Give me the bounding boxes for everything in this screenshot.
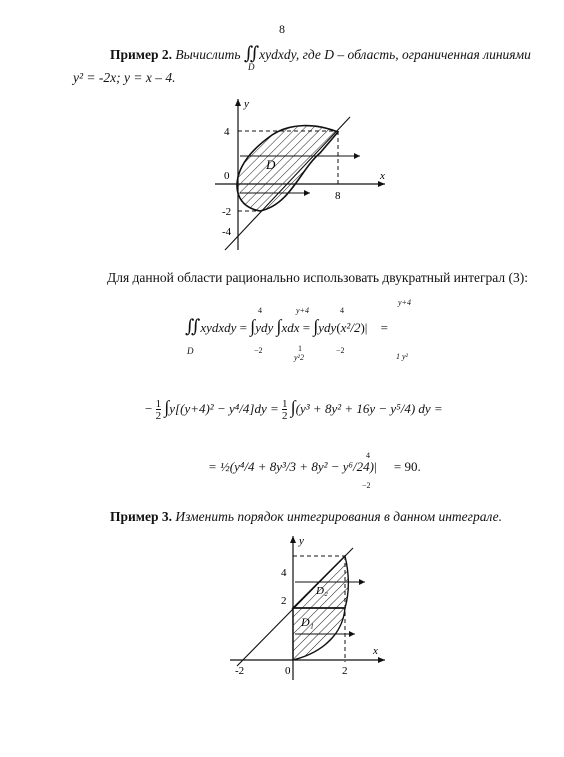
eq2-half2-den: 2 — [281, 410, 288, 423]
equation-2: − $\frac{1}{2} \int y[(y+4)^2 - y^4/4]dy = \frac{1}{2} \int(y^3 + 8y^2 + 16y - y^5/4)$ dy = — [145, 397, 443, 423]
example2-curves: y² = -2x; y = x – 4. — [73, 70, 176, 85]
eq1-part1: ydy — [255, 320, 274, 335]
eq1-lhs: xydxdy — [200, 320, 237, 335]
eq3-result: = 90. — [393, 459, 421, 474]
eq1-part1-lower: −2 — [254, 346, 263, 355]
equation-3: = ½(y⁴/4 + 8y³/3 + 8y² − y⁶/24)| = 90. — [208, 459, 421, 474]
figure2-region-D1: D₁ — [301, 615, 314, 629]
eq1-part1-upper: 4 — [258, 306, 262, 315]
page-number: 8 — [279, 22, 285, 36]
example3-statement — [110, 509, 502, 525]
eq2-half2-num: 1 — [281, 398, 288, 411]
eq2-body2: (y³ + 8y² + 16y − y⁵/4) dy = — [295, 401, 443, 416]
eq1-integral-1: ∫ — [250, 316, 256, 336]
eq1-part2-upper: 4 — [340, 306, 344, 315]
figure2-x-label: x — [373, 645, 378, 657]
eq1-inner-upper: y+4 — [296, 306, 309, 315]
eq1-part2: ydy — [318, 320, 337, 335]
eq1-equals: = — [239, 320, 248, 335]
eq1-integral-2: ∫ — [313, 316, 319, 336]
eq3-limit-upper: 4 — [366, 451, 370, 460]
figure2-tick-x2: 2 — [342, 665, 348, 677]
figure2-y-label: y — [299, 535, 304, 547]
example2-task: Вычислить — [175, 47, 241, 62]
eq1-inner: xdx — [281, 320, 300, 335]
eq2-body: y[(y+4)² − y⁴/4]dy = — [169, 401, 282, 416]
eq1-integral-inner: ∫ — [276, 316, 282, 336]
figure2-tick-neg2: -2 — [235, 665, 245, 677]
figure1-graph — [210, 95, 390, 255]
body-text: Для данной области рационально использовать двукратный интеграл (3): — [107, 270, 529, 285]
example2-heading: Пример 2. — [110, 47, 172, 62]
fig2-arrow-bottom-head — [349, 631, 355, 637]
arrow-top-head — [354, 153, 360, 159]
figure2-region-D2: D₂ — [316, 585, 328, 597]
fig2-y-axis-arrow — [290, 536, 296, 543]
eq1-sub-upper: y+4 — [398, 298, 411, 307]
figure1-x-label: x — [380, 170, 385, 182]
eq2-lead: − — [145, 401, 153, 416]
figure1-tick-0: 0 — [224, 170, 230, 182]
example2-domain-sub: D — [248, 62, 255, 72]
figure1-tick-8: 8 — [335, 190, 341, 202]
figure2-tick-4: 4 — [281, 567, 287, 579]
example3-heading: Пример 3. — [110, 509, 172, 524]
eq2-half-2 — [282, 398, 288, 422]
eq1-tail: = — [380, 320, 388, 335]
example2-integrand: xydxdy — [259, 47, 296, 62]
arrow-bottom-head — [304, 190, 310, 196]
eq3-text: = ½(y⁴/4 + 8y³/3 + 8y² − y⁶/24) — [208, 459, 374, 474]
figure1-y-label: y — [244, 98, 249, 110]
eq1-inner-lower-bot: y²2 — [294, 353, 304, 362]
eq2-half-den: 2 — [155, 410, 162, 423]
eq1-frac-den: 2 — [353, 320, 361, 335]
eq1-double-integral: ∬ — [185, 316, 201, 336]
fig2-arrow-top-head — [359, 579, 365, 585]
fig2-x-axis-arrow — [378, 657, 385, 663]
eq3-limit-lower: −2 — [362, 481, 371, 490]
eq1-frac-num: x² — [340, 320, 351, 335]
example3-task: Изменить порядок интегрирования в данном интеграле. — [175, 509, 503, 524]
example2-statement — [110, 43, 531, 64]
eq1-part2-lower: −2 — [336, 346, 345, 355]
figure1-tick-neg2: -2 — [222, 206, 232, 218]
figure1-region-label: D — [266, 157, 276, 172]
eq1-frac: x²/2 — [340, 320, 361, 335]
figure1-tick-neg4: -4 — [222, 226, 232, 238]
region-D — [237, 126, 338, 211]
figure2-graph — [225, 532, 390, 682]
figure1-tick-4: 4 — [224, 126, 230, 138]
eq1-inner-lower-top: 1 — [298, 344, 302, 353]
y-axis-arrow — [235, 99, 241, 106]
equation-1: ∬xydxdy = ∫ydy ∫xdx = ∫ydy(x²/2)| = — [185, 316, 388, 336]
figure2-tick-2: 2 — [281, 595, 287, 607]
figure2-tick-0: 0 — [285, 665, 291, 677]
example2-domain-text: , где D – область, ограниченная линиями — [295, 47, 531, 62]
eq1-sub-lower: 1 y² — [396, 352, 408, 361]
eq2-half-num: 1 — [155, 398, 162, 411]
eq2-half — [156, 398, 162, 422]
double-integral-sign: ∬ — [243, 43, 260, 63]
eq1-lhs-sub: D — [187, 346, 194, 356]
